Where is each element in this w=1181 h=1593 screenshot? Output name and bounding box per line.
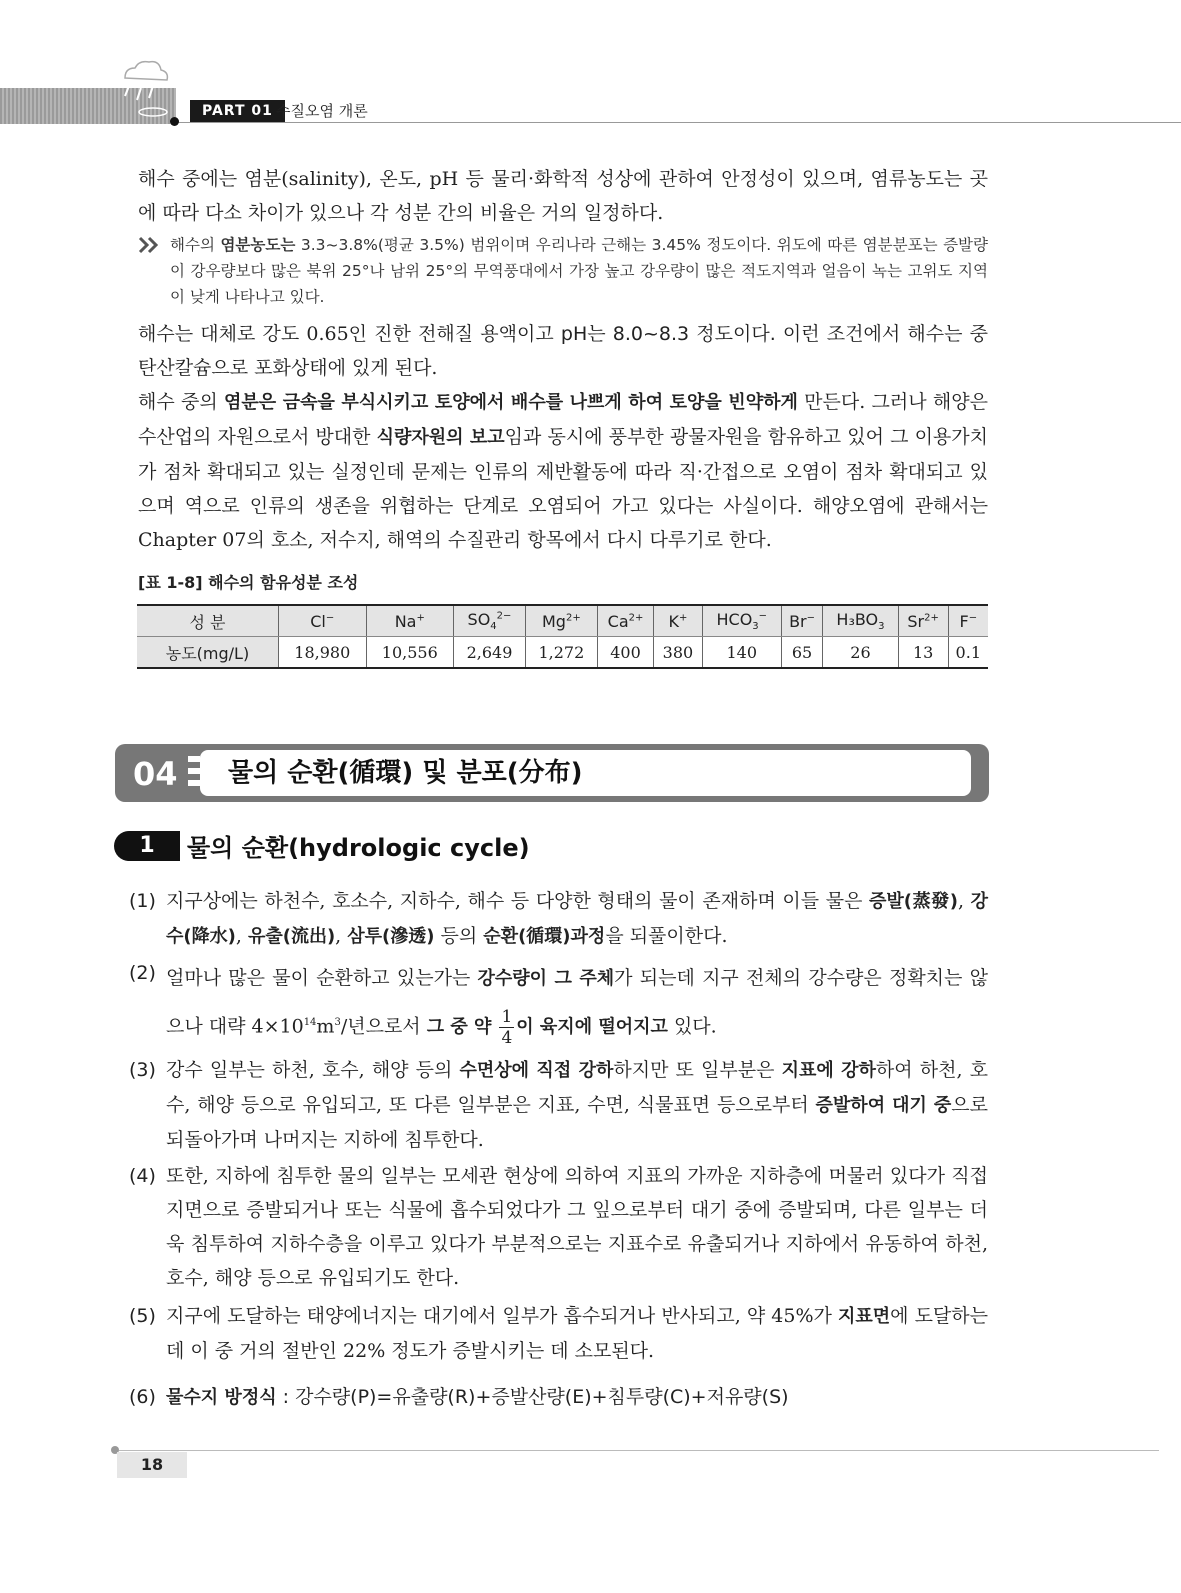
section-divider (188, 756, 200, 792)
table-value-row (137, 637, 988, 669)
table-header-row (137, 605, 988, 637)
rain-cloud-icon (115, 56, 175, 118)
ion-cell: $SO_4^{2-}$ (454, 605, 526, 637)
list-item: 또한, 지하에 침투한 물의 일부는 모세관 현상에 의하여 지표의 가까운 지하층에 머물러 있다가 직접 지면으로 증발되거나 또는 식물에 흡수되었다가 그 잎으로부터 대기 중에 증발되며, 다른 일부는 더욱 침투하여 지하수층을 이루고 있다가 부분적으로는 지표수로 유출되거나 지하에서 유동하여 하천, 호수, 해양 등으로 유입되기도 한다. (166, 1165, 988, 1289)
header-rule (176, 122, 1181, 123)
value-cell: 65 (781, 637, 822, 669)
text: 해수는 대체로 강도 0.65인 진한 전해질 용액이고 (138, 323, 561, 345)
value-cell: 18,980 (279, 637, 367, 669)
value-cell: 1,272 (525, 637, 597, 669)
value-cell: 0.1 (948, 637, 988, 669)
value-cell: 140 (702, 637, 781, 669)
list-number: (6) (129, 1386, 156, 1408)
ion-cell: Na+ (366, 605, 454, 637)
ion-cell: $Mg^{2+}$ (525, 605, 597, 637)
header-dot (170, 117, 179, 126)
list-item: 물수지 방정식 : 강수량(P)=유출량(R)+증발산량(E)+침투량(C)+저유량(S) (166, 1386, 789, 1408)
value-cell: 13 (898, 637, 948, 669)
header-cell: 성 분 (137, 605, 279, 637)
text: 해수 중의 (138, 391, 225, 413)
ion-cell: Br− (781, 605, 822, 637)
section-number: 04 (133, 755, 178, 793)
paragraph-electrolyte (138, 317, 988, 385)
bold-text: 식량자원의 보고 (376, 427, 505, 448)
section-title: 물의 순환(循環) 및 분포(分布) (228, 758, 583, 788)
value-cell: 400 (597, 637, 653, 669)
part-title: 수질오염 개론 (276, 102, 368, 120)
list-item: 지구상에는 하천수, 호소수, 지하수, 해수 등 다양한 형태의 물이 존재하며 이들 물은 증발(蒸發), 강수(降水), 유출(流出), 삼투(滲透) 등의 순환(循環)과정을 되풀이한다. (166, 890, 988, 947)
ion-cell: $HCO_3^-$ (702, 605, 781, 637)
list-item: 지구에 도달하는 태양에너지는 대기에서 일부가 흡수되거나 반사되고, 약 45%가 지표면에 도달하는데 이 중 거의 절반인 22% 정도가 증발시키는 데 소모된다. (166, 1305, 988, 1362)
list-item: 얼마나 많은 물이 순환하고 있는가는 강수량이 그 주체가 되는데 지구 전체의 강수량은 정확치는 않으나 대략 $4\times 10^{14}m^3/$년으로서 그 중 약 $\frac{1}{4}$ 이 육지에 떨어지고 있다. (166, 967, 988, 1048)
value-cell: 26 (823, 637, 898, 669)
list-number: (4) (129, 1165, 156, 1187)
ion-cell: $Sr^{2+}$ (898, 605, 948, 637)
paragraph-ocean (138, 385, 988, 557)
note-text: 해수의 (170, 236, 221, 254)
subsection-number: 1 (114, 831, 180, 861)
text: 이런 조건에서 해수는 중탄산칼슘으로 포화상태에 있게 된다. (138, 323, 988, 379)
ion-cell: $Ca^{2+}$ (597, 605, 653, 637)
fraction: $\frac{1}{4}$ (501, 1006, 513, 1048)
footer-rule (119, 1450, 1159, 1451)
ion-cell: Cl− (279, 605, 367, 637)
subsection-title: 물의 순환(hydrologic cycle) (187, 834, 530, 862)
row-label: 농도(mg/L) (137, 637, 279, 669)
list-item: 강수 일부는 하천, 호수, 해양 등의 수면상에 직접 강하하지만 또 일부분은 지표에 강하하여 하천, 호수, 해양 등으로 유입되고, 또 다른 일부분은 지표, 수면, 식물표면 등으로부터 증발하여 대기 중으로 되돌아가며 나머지는 지하에 침투한다. (166, 1059, 989, 1151)
ion-cell: $H_3BO_3$ (823, 605, 898, 637)
ion-cell: K+ (654, 605, 702, 637)
note-text: 3.3~3.8%(평균 3.5%) 범위이며 우리나라 근해는 3.45% 정도이다. 위도에 따른 염분분포는 증발량이 강우량보다 많은 북위 25°나 남위 25°의 무역풍대에서 가장 높고 강우량이 많은 적도지역과 얼음이 녹는 고위도 지역이 낮게 나타나고 있다. (170, 236, 988, 306)
part-badge: PART 01 (190, 100, 285, 122)
double-chevron-icon (138, 236, 162, 258)
table-caption: [표 1-8] 해수의 함유성분 조성 (138, 573, 359, 592)
list-number: (2) (129, 962, 156, 984)
text-ph: pH는 8.0~8.3 정도이다. (560, 323, 776, 345)
value-cell: 380 (654, 637, 702, 669)
text: 만든다. 그러나 해양은 수산업의 자원으로서 방대한 (138, 391, 988, 448)
value-cell: 10,556 (366, 637, 454, 669)
ion-cell: F− (948, 605, 988, 637)
paragraph-salinity: 해수 중에는 염분(salinity), 온도, pH 등 물리·화학적 성상에 관하여 안정성이 있으며, 염류농도는 곳에 따라 다소 차이가 있으나 각 성분 간의 비율은 거의 일정하다. (138, 168, 988, 224)
list-number: (3) (129, 1059, 156, 1081)
list-number: (1) (129, 890, 156, 912)
note-bold: 염분농도는 (220, 236, 296, 254)
value-cell: 2,649 (454, 637, 526, 669)
note-salinity (170, 232, 988, 310)
page-number: 18 (117, 1452, 187, 1478)
composition-table (137, 604, 988, 669)
bold-text: 염분은 금속을 부식시키고 토양에서 배수를 나쁘게 하여 토양을 빈약하게 (224, 392, 798, 413)
list-number: (5) (129, 1305, 156, 1327)
text: 임과 동시에 풍부한 광물자원을 함유하고 있어 그 이용가치가 점차 확대되고 있는 실정인데 문제는 인류의 제반활동에 따라 직·간접으로 오염이 점차 확대되고 있으며 역으로 인류의 생존을 위협하는 단계로 오염되어 가고 있다는 사실이다. 해양오염에 관해서는 Chapter 07의 호소, 저수지, 해역의 수질관리 항목에서 다시 다루기로 한다. (138, 426, 988, 551)
